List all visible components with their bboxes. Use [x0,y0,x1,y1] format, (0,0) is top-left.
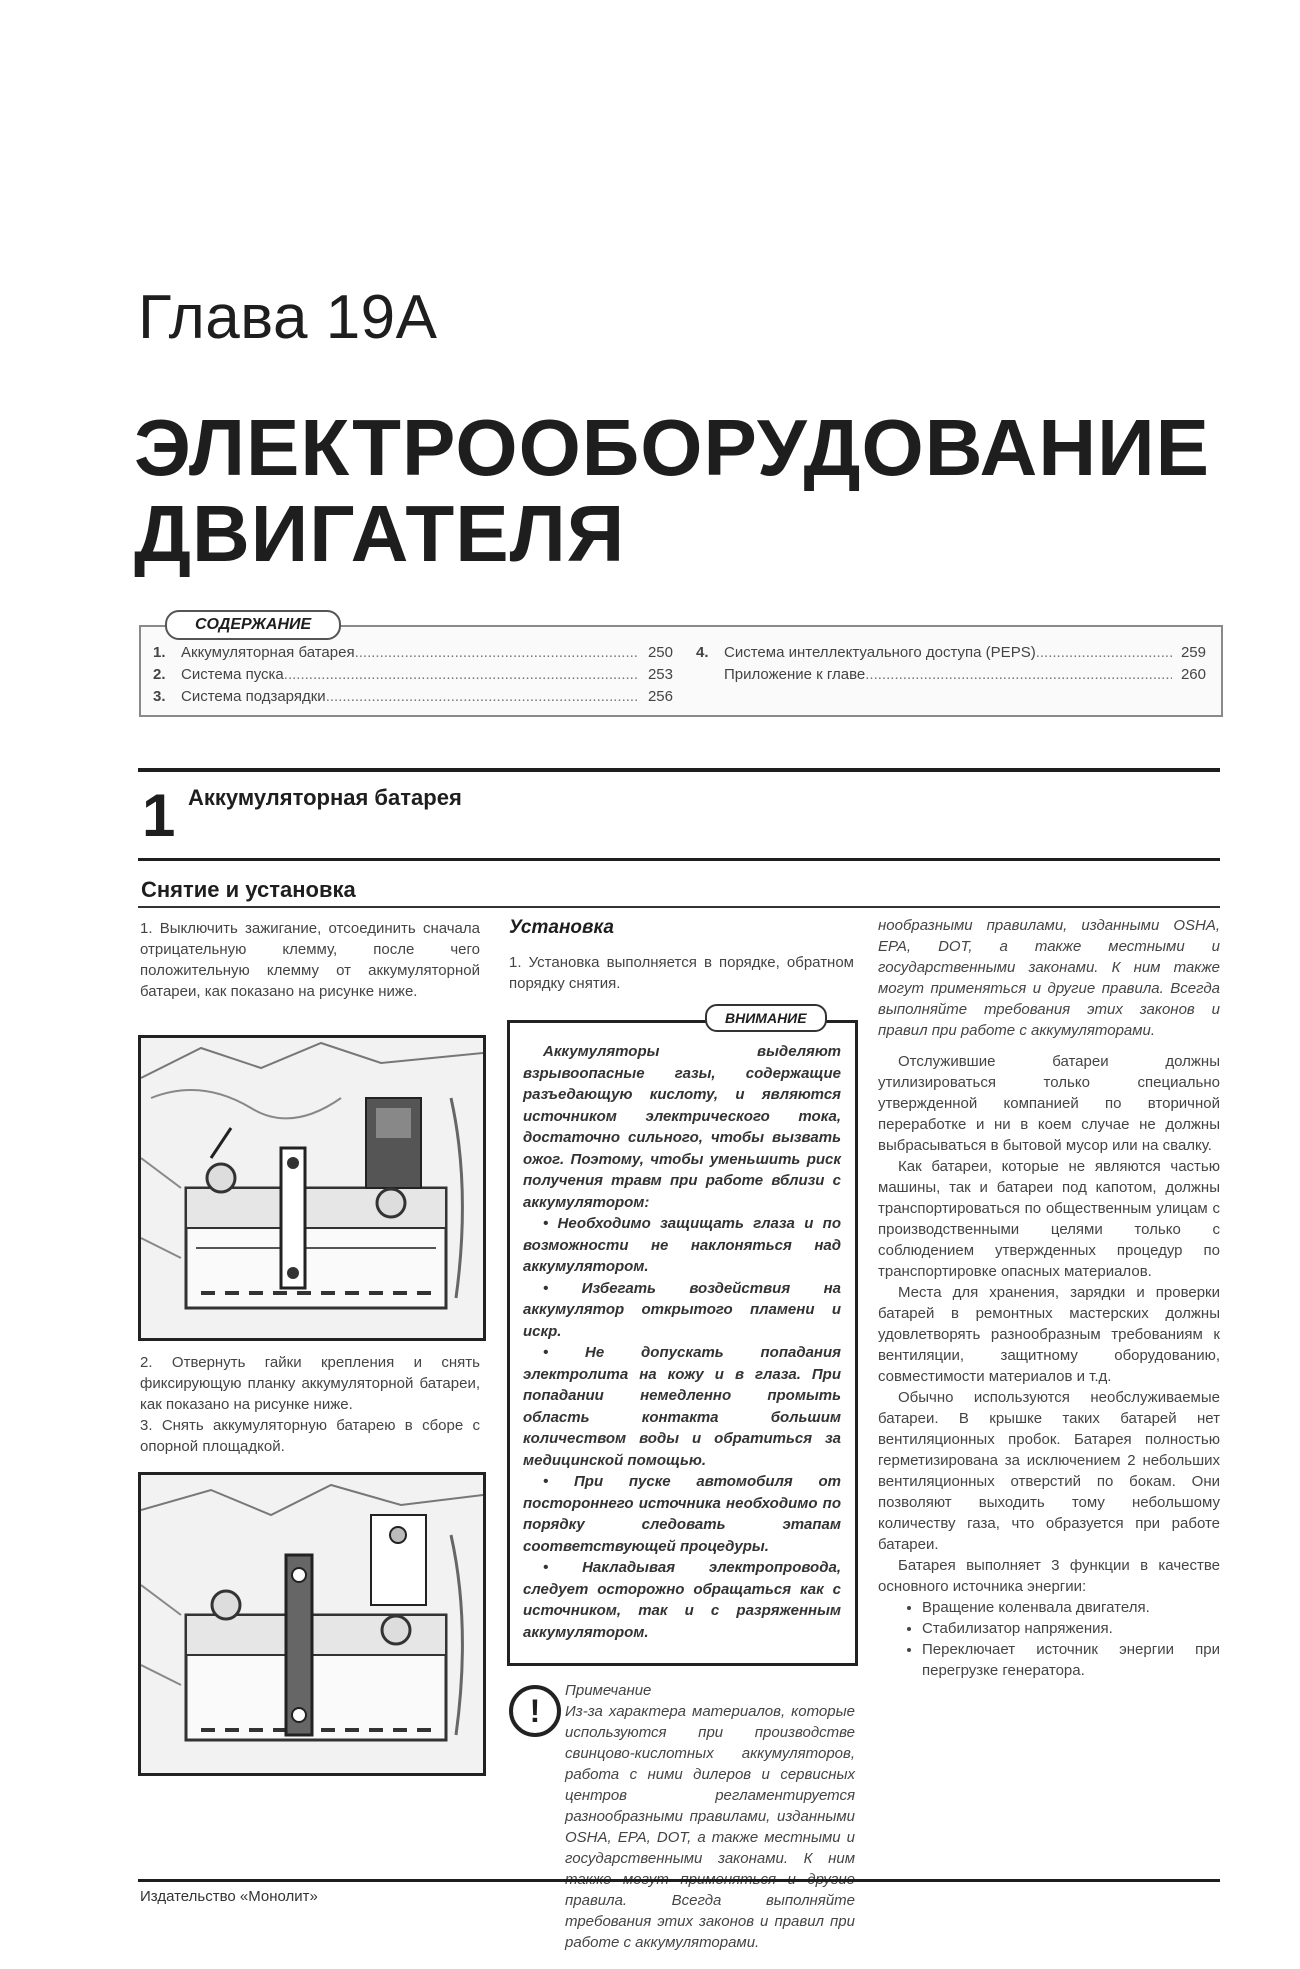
paragraph: Обычно используются необслуживаемые батареи. В крышке таких батарей нет вентиляционных пробок. Батарея полностью герметизирована за исключением 2 небольших вентиляционных отверстий по бокам. Они позволяют выходить тому небольшому количеству газа, что образуется при работе батареи. [878,1389,1220,1553]
toc-entry-number [696,664,724,686]
toc-leader [865,664,1172,686]
column-1-step-1 [140,918,480,1002]
title-line-2: ДВИГАТЕЛЯ [134,489,626,578]
subsection-rule [138,906,1220,908]
toc-leader [326,686,639,708]
figure-battery-terminals [138,1035,486,1341]
note-text: Из-за характера материалов, которые используются при производстве свинцово-кислотных аккумуляторов, работа с ними дилеров и сервисных центров регламентируется разнообразными правилами, изданными OSHA, EPA, DOT, а также местными и государственными законами. К ним правила. Всегда выполняйте требования этих законов и правил при работе с аккумуляторами. [565,1703,855,1951]
warning-text [523,1041,841,1643]
toc-entry-number: 1. [153,644,166,661]
title-line-1: ЭЛЕКТРООБОРУДОВАНИЕ [134,403,1210,492]
toc-entry-name: Приложение к главе [724,666,866,683]
toc-label: СОДЕРЖАНИЕ [165,610,341,640]
toc-right-column [696,642,1206,686]
toc-entry-page: 253 [647,666,673,683]
warning-label: ВНИМАНИЕ [705,1004,827,1032]
section-top-rule [138,768,1220,772]
step-1-text: 1. Выключить зажигание, отсоединить сначала отрицательную клемму, после чего положительную клемму от аккумуляторной батареи, как показано на рисунке ниже. [140,920,480,1000]
warning-bullet: • Необходимо защищать глаза и по возможности не наклоняться над аккумулятором. [523,1215,841,1275]
toc-leader [355,642,639,664]
column-1-steps-2-3 [140,1352,480,1457]
toc-left-column [153,642,673,708]
column-3 [878,915,1220,1681]
toc-entry[interactable] [153,664,673,686]
paragraph: Места для хранения, зарядки и проверки батарей в ремонтных мастерских должны удовлетворять разнообразным требованиям к вентиляции, защитному оборудованию, совместимости материалов и т.д. [878,1284,1220,1385]
publisher-footer: Издательство «Монолит» [140,1888,318,1905]
toc-entry-number: 2. [153,666,166,683]
paragraph: Как батареи, которые не являются частью машины, так и батареи под капотом, должны транспортироваться по общественным улицам с производственными целями только с соблюдением утвержденных процедур по транспортировке опасных материалов. [878,1158,1220,1280]
section-number: 1 [142,782,176,849]
toc-entry[interactable] [696,664,1206,686]
section-bottom-rule [138,858,1220,861]
toc-entry-number: 3. [153,688,166,705]
chapter-heading: Глава 19А [138,283,438,352]
step-2-text: 2. Отвернуть гайки крепления и снять фиксирующую планку аккумуляторной батареи, как показано на рисунке ниже. [140,1354,480,1413]
toc-leader [284,664,639,686]
list-item: • Вращение коленвала двигателя. [922,1597,1220,1618]
subsection-title: Снятие и установка [141,877,356,902]
battery-terminals-illustration [141,1038,483,1338]
toc-entry-name: Аккумуляторная батарея [181,644,355,661]
list-item: • Стабилизатор напряжения. [922,1618,1220,1639]
installation-text-block [509,952,854,994]
toc-entry-page: 259 [1180,644,1206,661]
footer-rule [138,1879,1220,1882]
warning-bullet: • При пуске автомобиля от постороннего источника необходимо по порядку следовать этапам соответствующей процедуры. [523,1473,841,1555]
toc-entry-name: Система интеллектуального доступа (PEPS) [724,644,1036,661]
warning-bullet: • Не допускать попадания электролита на кожу и в глаза. При попадании немедленно промыть область контакта большим количеством воды и обратиться за медицинской помощью. [523,1344,841,1469]
note-block [565,1680,855,1953]
toc-entry-name: Система подзарядки [181,688,326,705]
page-title [134,405,1210,577]
step-3-text: 3. Снять аккумуляторную батарею в сборе с опорной площадкой. [140,1417,480,1455]
warning-paragraph: Аккумуляторы выделяют взрывоопасные газы, содержащие разъедающую кислоту, и являются источником электрического тока, достаточно сильного, чтобы вызвать ожог. Поэтому, чтобы уменьшить риск получения травм при работе вблизи с аккумулятором: [523,1043,841,1211]
toc-entry-page: 256 [647,688,673,705]
paragraph: Отслужившие батареи должны утилизироваться только специально утвержденной компанией по вторичной переработке и ни в коем случае не должны выбрасываться в бытовой мусор или на свалку. [878,1053,1220,1154]
warning-box [507,1020,858,1666]
installation-title: Установка [509,917,614,938]
functions-list [878,1597,1220,1681]
note-continuation: нообразными правилами, изданными OSHA, EPA, DOT, а также местными и государственными законами. К ним также могут применяться и другие правила. Всегда выполняйте требования этих законов и правил при работе с аккумуляторами. [878,917,1220,1039]
exclamation-icon: ! [509,1685,561,1737]
toc-entry[interactable] [153,642,673,664]
paragraph: Батарея выполняет 3 функции в качестве основного источника энергии: [878,1557,1220,1595]
toc-entry-number: 4. [696,644,709,661]
toc-entry-page: 250 [647,644,673,661]
installation-text: 1. Установка выполняется в порядке, обратном порядку снятия. [509,954,854,992]
toc-entry-name: Система пуска [181,666,284,683]
toc-leader [1036,642,1172,664]
section-title: Аккумуляторная батарея [188,785,462,810]
figure-battery-clamp [138,1472,486,1776]
battery-clamp-illustration [141,1475,483,1773]
toc-entry-page: 260 [1180,666,1206,683]
warning-bullet: • Избегать воздействия на аккумулятор открытого пламени и искр. [523,1279,841,1340]
warning-bullet: • Накладывая электропровода, следует осторожно обращаться как с источником, так и с разряженным аккумулятором. [523,1559,841,1641]
toc-entry[interactable] [696,642,1206,664]
toc-entry[interactable] [153,686,673,708]
list-item: • Переключает источник энергии при перегрузке генератора. [922,1639,1220,1681]
note-label: Примечание [565,1682,652,1699]
